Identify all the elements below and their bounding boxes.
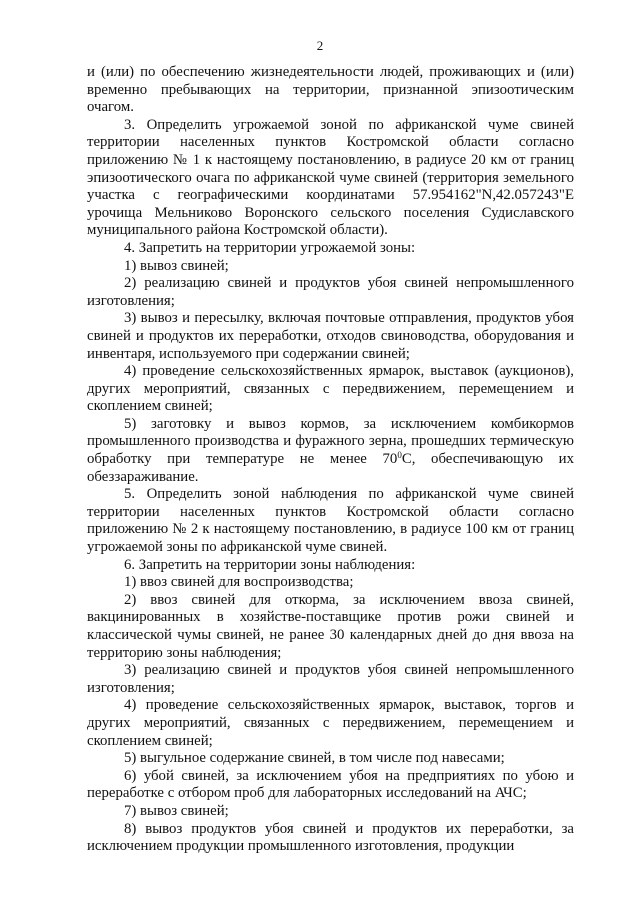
list-item: 3) вывоз и пересылку, включая почтовые отправления, продуктов убоя свиней и продуктов их переработки, отходов свиноводства, оборудования и инвентаря, используемого при содержании свиней; xyxy=(87,310,574,362)
list-item: 3) реализацию свиней и продуктов убоя свиней непромышленного изготовления; xyxy=(87,662,574,696)
document-body xyxy=(87,64,574,856)
paragraph: и (или) по обеспечению жизнедеятельности людей, проживающих и (или) временно пребывающих на территории, признанной эпизоотическим очагом. xyxy=(87,64,574,116)
paragraph: 5. Определить зоной наблюдения по африканской чуме свиней территории населенных пунктов Костромской области согласно приложению № 2 к настоящему постановлению, в радиусе 100 км от границ угрожаемой зоны по африканской чуме свиней. xyxy=(87,486,574,556)
list-item: 8) вывоз продуктов убоя свиней и продуктов их переработки, за исключением продукции промышленного изготовления, продукции xyxy=(87,820,574,855)
list-item: 6) убой свиней, за исключением убоя на предприятиях по убою и переработке с отбором проб для лабораторных исследований на АЧС; xyxy=(87,767,574,802)
list-item: 4) проведение сельскохозяйственных ярмарок, выставок (аукционов), других мероприятий, связанных с передвижением, перемещением и скоплением свиней; xyxy=(87,363,574,415)
list-item: 1) ввоз свиней для воспроизводства; xyxy=(124,574,354,591)
paragraph: 6. Запретить на территории зоны наблюдения: xyxy=(124,556,416,573)
list-item: 1) вывоз свиней; xyxy=(124,257,229,274)
list-item: 5) выгульное содержание свиней, в том числе под навесами; xyxy=(124,750,505,767)
list-item: 2) реализацию свиней и продуктов убоя свиней непромышленного изготовления; xyxy=(87,275,574,309)
paragraph: 4. Запретить на территории угрожаемой зоны: xyxy=(124,239,416,256)
list-item: 4) проведение сельскохозяйственных ярмарок, выставок, торгов и других мероприятий, связанных с передвижением, перемещением и скоплением свиней; xyxy=(87,697,574,749)
list-item xyxy=(87,416,574,486)
superscript: 0 xyxy=(397,450,402,461)
text-run: С, обеспечивающую их обеззараживание. xyxy=(87,451,574,485)
text-run: 5) заготовку и вывоз кормов, за исключением комбикормов промышленного производства и фуражного зерна, прошедших термическую обработку при температуре не менее 70 xyxy=(87,415,574,468)
page-number: 2 xyxy=(316,38,324,53)
list-item: 7) вывоз свиней; xyxy=(124,802,229,819)
paragraph: 3. Определить угрожаемой зоной по африканской чуме свиней территории населенных пунктов Костромской области согласно приложению № 1 к настоящему постановлению, в радиусе 20 км от границ эпизоотического очага по африканской чуме свиней (территория земельного участка с географическими координатами 57.954162"N,42.057243"E урочища Мельниково Воронского сельского поселения Судиславского муниципального района Костромской области). xyxy=(87,116,574,239)
list-item: 2) ввоз свиней для откорма, за исключением ввоза свиней, вакцинированных в хозяйстве-поставщике против рожи свиней и классической чумы свиней, не ранее 30 календарных дней до дня ввоза на территорию зоны наблюдения; xyxy=(87,591,574,661)
